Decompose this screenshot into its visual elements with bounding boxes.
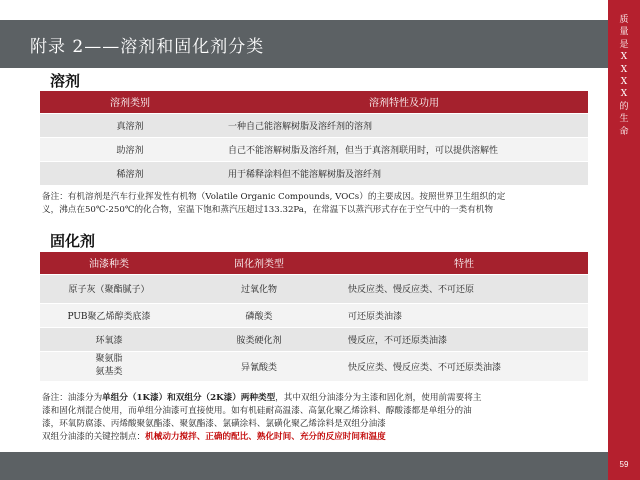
solvents-table bbox=[40, 91, 588, 185]
slogan-char: 质 bbox=[619, 15, 629, 25]
table-header-row bbox=[40, 91, 588, 113]
note-line: 备注：有机溶剂是汽车行业挥发性有机物（Volatile Organic Compounds, VOCs）的主要成因。按照世界卫生组织的定 bbox=[42, 192, 506, 202]
solvents-heading: 溶剂 bbox=[50, 72, 81, 90]
page-title: 附录 2——溶剂和固化剂分类 bbox=[30, 36, 265, 57]
table-row bbox=[40, 303, 588, 327]
table-cell: 可还原类油漆 bbox=[340, 303, 588, 327]
column-header: 溶剂类别 bbox=[40, 91, 220, 113]
solvents-note bbox=[42, 191, 587, 217]
table-header-row bbox=[40, 252, 588, 274]
table-cell: 自己不能溶解树脂及溶纤剂，但当于真溶剂联用时，可以提供溶解性 bbox=[220, 137, 588, 161]
note-text: 备注：油漆分为 bbox=[42, 393, 103, 403]
table-cell: 聚氨脂 氨基类 bbox=[40, 351, 178, 381]
column-header: 固化剂类型 bbox=[178, 252, 340, 274]
table-cell: 稀溶剂 bbox=[40, 161, 220, 185]
table-cell: 磷酸类 bbox=[178, 303, 340, 327]
hardeners-heading: 固化剂 bbox=[50, 232, 96, 250]
table-row bbox=[40, 161, 588, 185]
note-line bbox=[42, 392, 587, 405]
note-text: ，其中双组分油漆分为主漆和固化剂，使用前需要将主 bbox=[275, 393, 482, 403]
table-cell: 用于稀释涂料但不能溶解树脂及溶纤剂 bbox=[220, 161, 588, 185]
slogan-char: 生 bbox=[619, 114, 629, 125]
hardeners-table bbox=[40, 252, 588, 381]
slogan-char: X bbox=[620, 52, 628, 63]
table-cell: 原子灰（聚酯腻子） bbox=[40, 274, 178, 303]
slogan-char: X bbox=[620, 89, 628, 100]
sidebar-slogan bbox=[614, 14, 634, 138]
column-header: 特性 bbox=[340, 252, 588, 274]
page-number: 59 bbox=[619, 460, 629, 469]
table-row bbox=[40, 113, 588, 137]
table-cell: 胺类硬化剂 bbox=[178, 327, 340, 351]
table-cell: 快反应类、慢反应类、不可还原 bbox=[340, 274, 588, 303]
note-line: 漆，环氧防腐漆、丙烯酸聚氨酯漆、聚氨酯漆、氯磺涂料、氯磺化聚乙烯涂料是双组分油漆 bbox=[42, 419, 386, 429]
slogan-char: 的 bbox=[619, 101, 629, 112]
table-row bbox=[40, 274, 588, 303]
table-cell: 真溶剂 bbox=[40, 113, 220, 137]
table-cell: 环氧漆 bbox=[40, 327, 178, 351]
column-header: 溶剂特性及功用 bbox=[220, 91, 588, 113]
bottom-bar bbox=[0, 452, 608, 480]
table-cell: PUB聚乙烯醇类底漆 bbox=[40, 303, 178, 327]
note-bold-text: 单组分（1K漆）和双组分（2K漆）两种类型 bbox=[102, 393, 276, 403]
slogan-char: X bbox=[620, 77, 628, 88]
slogan-char: 是 bbox=[619, 39, 629, 50]
note-line bbox=[42, 431, 587, 444]
note-highlight-text: 机械动力搅拌、正确的配比、熟化时间、充分的反应时间和温度 bbox=[145, 432, 386, 442]
title-bar bbox=[0, 20, 608, 68]
slogan-char: 量 bbox=[619, 27, 629, 38]
table-cell: 慢反应，不可还原类油漆 bbox=[340, 327, 588, 351]
table-row bbox=[40, 137, 588, 161]
note-line: 漆和固化剂混合使用，而单组分油漆可直接使用。如有机硅耐高温漆、高氯化聚乙烯涂料、醇酸漆都是单组分的油 bbox=[42, 406, 472, 416]
table-cell: 异氰酸类 bbox=[178, 351, 340, 381]
note-line: 义，沸点在50℃-250℃的化合物，室温下饱和蒸汽压超过133.32Pa，在常温下以蒸汽形式存在于空气中的一类有机物 bbox=[42, 205, 493, 215]
table-row bbox=[40, 327, 588, 351]
table-row bbox=[40, 351, 588, 381]
table-cell: 快反应类、慢反应类、不可还原类油漆 bbox=[340, 351, 588, 381]
slogan-char: X bbox=[620, 64, 628, 75]
note-text: 双组分油漆的关键控制点： bbox=[42, 432, 146, 442]
table-cell: 助溶剂 bbox=[40, 137, 220, 161]
hardeners-note bbox=[42, 392, 587, 444]
table-cell: 过氧化物 bbox=[178, 274, 340, 303]
column-header: 油漆种类 bbox=[40, 252, 178, 274]
slogan-char: 命 bbox=[619, 126, 629, 137]
table-cell: 一种自己能溶解树脂及溶纤剂的溶剂 bbox=[220, 113, 588, 137]
